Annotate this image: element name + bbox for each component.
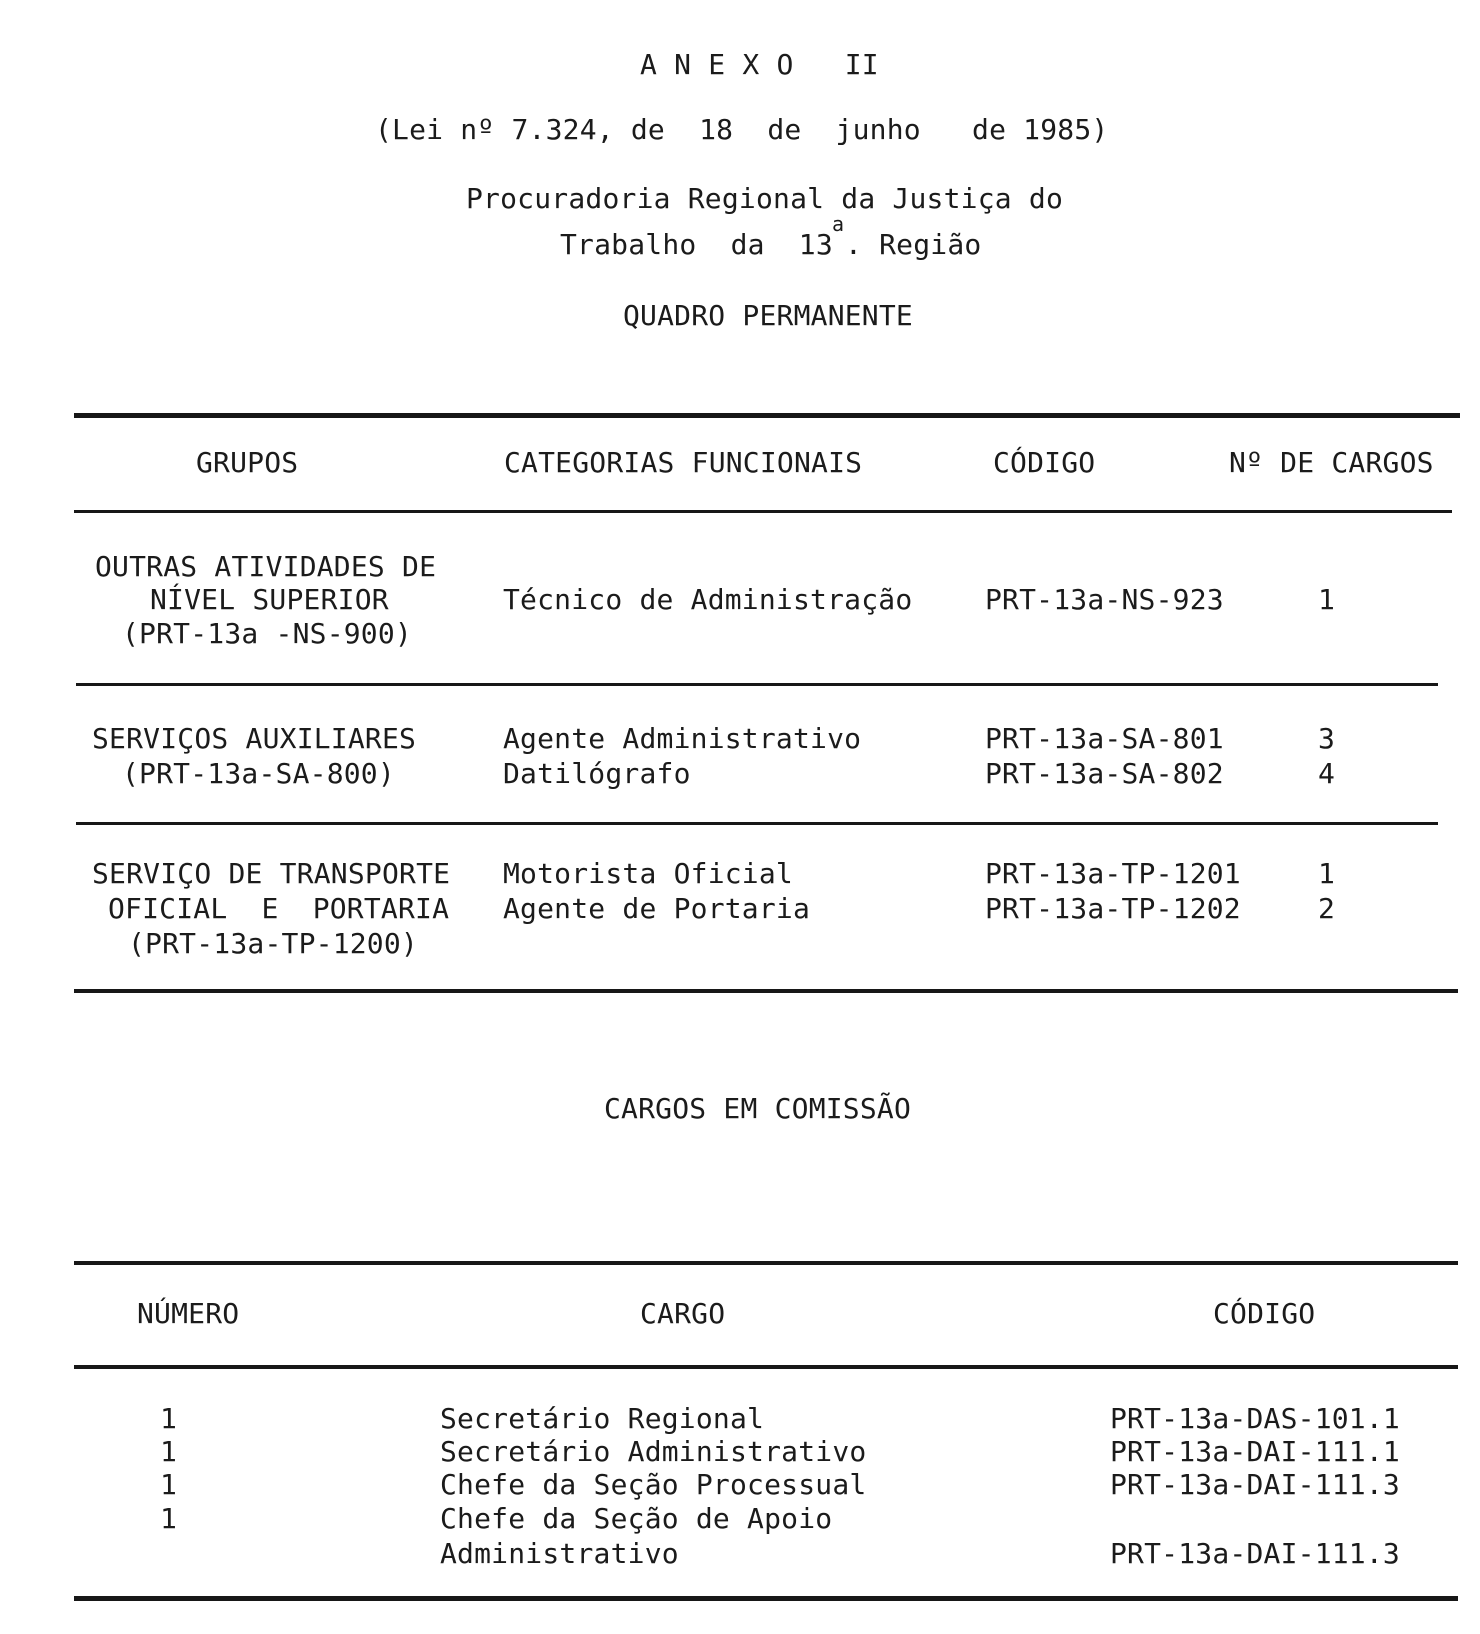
cell-categoria: Motorista Oficial (503, 857, 793, 890)
table1-row-rule (76, 683, 1438, 686)
cell-grupo-line: (PRT-13a-SA-800) (122, 757, 395, 790)
table1-top-rule (74, 413, 1460, 418)
table1-col-cargos: Nº DE CARGOS (1229, 446, 1434, 479)
cell-num-cargos: 3 (1318, 722, 1336, 755)
cell-codigo: PRT-13a-DAI-111.3 (1110, 1537, 1400, 1570)
table2-title: CARGOS EM COMISSÃO (604, 1092, 912, 1125)
cell-numero: 1 (160, 1502, 178, 1535)
org-name-line1: Procuradoria Regional da Justiça do (466, 182, 1064, 215)
cell-grupo-line: OFICIAL E PORTARIA (108, 892, 450, 925)
cell-grupo-line: NÍVEL SUPERIOR (150, 583, 389, 616)
cell-num-cargos: 4 (1318, 757, 1336, 790)
table2-top-rule (74, 1261, 1458, 1265)
cell-numero: 1 (160, 1468, 178, 1501)
table1-col-grupos: GRUPOS (196, 446, 299, 479)
cell-codigo: PRT-13a-TP-1201 (985, 857, 1241, 890)
table1-col-categorias: CATEGORIAS FUNCIONAIS (504, 446, 863, 479)
law-reference: (Lei nº 7.324, de 18 de junho de 1985) (375, 113, 1109, 146)
table2-col-cargo: CARGO (640, 1297, 726, 1330)
cell-codigo: PRT-13a-SA-802 (985, 757, 1224, 790)
cell-grupo-line: (PRT-13a-TP-1200) (128, 927, 418, 960)
cell-codigo: PRT-13a-DAS-101.1 (1110, 1402, 1400, 1435)
table1-row-rule (76, 822, 1438, 825)
document-title: A N E X O II (640, 48, 879, 81)
cell-num-cargos: 2 (1318, 892, 1336, 925)
cell-cargo: Chefe da Seção de Apoio (440, 1502, 833, 1535)
cell-grupo-line: (PRT-13a -NS-900) (122, 617, 412, 650)
cell-grupo-line: SERVIÇOS AUXILIARES (92, 722, 417, 755)
cell-grupo-line: SERVIÇO DE TRANSPORTE (92, 857, 451, 890)
table1-title: QUADRO PERMANENTE (623, 299, 913, 332)
cell-categoria: Agente de Portaria (503, 892, 811, 925)
table2-bottom-rule (74, 1596, 1458, 1601)
cell-codigo: PRT-13a-NS-923 (985, 583, 1224, 616)
ordinal-superscript-a: a (832, 212, 845, 236)
cell-categoria: Agente Administrativo (503, 722, 862, 755)
cell-cargo: Secretário Administrativo (440, 1435, 867, 1468)
table2-col-numero: NÚMERO (137, 1297, 240, 1330)
table2-col-codigo: CÓDIGO (1213, 1297, 1316, 1330)
cell-grupo-line: OUTRAS ATIVIDADES DE (95, 550, 437, 583)
cell-numero: 1 (160, 1402, 178, 1435)
cell-codigo: PRT-13a-DAI-111.3 (1110, 1468, 1400, 1501)
cell-cargo: Administrativo (440, 1537, 679, 1570)
cell-categoria: Datilógrafo (503, 757, 691, 790)
table2-header-rule (74, 1365, 1458, 1369)
table1-header-rule (74, 510, 1452, 513)
table1-bottom-rule (74, 989, 1458, 993)
org-name-line2-suffix: . Região (845, 228, 982, 261)
cell-numero: 1 (160, 1435, 178, 1468)
cell-categoria: Técnico de Administração (503, 583, 913, 616)
cell-cargo: Secretário Regional (440, 1402, 765, 1435)
cell-codigo: PRT-13a-TP-1202 (985, 892, 1241, 925)
cell-codigo: PRT-13a-SA-801 (985, 722, 1224, 755)
cell-num-cargos: 1 (1318, 583, 1336, 616)
cell-cargo: Chefe da Seção Processual (440, 1468, 867, 1501)
cell-codigo: PRT-13a-DAI-111.1 (1110, 1435, 1400, 1468)
cell-num-cargos: 1 (1318, 857, 1336, 890)
org-name-line2-prefix: Trabalho da 13 (560, 228, 833, 261)
table1-col-codigo: CÓDIGO (993, 446, 1096, 479)
